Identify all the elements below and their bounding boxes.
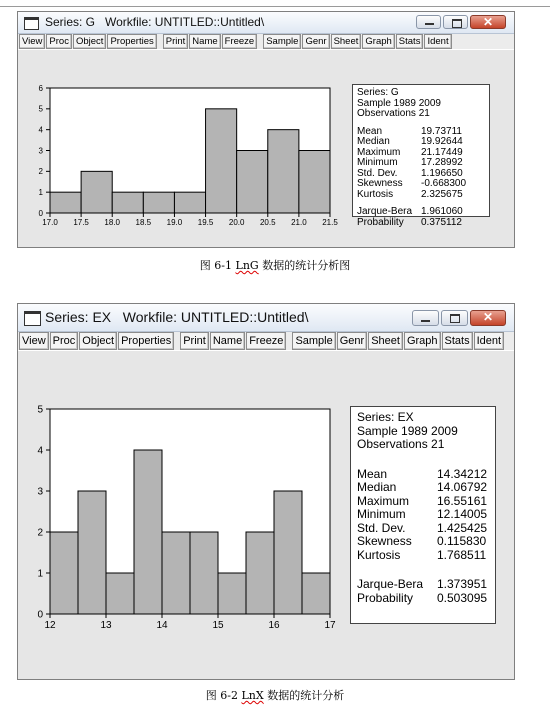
- stat-probability: Probability 0.503095: [357, 590, 488, 605]
- maximize-icon: [452, 19, 462, 28]
- stat-maximum: Maximum 16.55161: [357, 493, 488, 508]
- descriptive-stats-panel: [352, 84, 490, 228]
- y-tick-label: 2: [38, 167, 43, 177]
- figure-caption-2: 图 6-2 LnX 数据的统计分析: [205, 689, 345, 702]
- x-tick-label: 19.5: [197, 218, 214, 227]
- minimize-button[interactable]: [416, 15, 441, 29]
- x-tick-label: 20.5: [259, 218, 276, 227]
- ident-button[interactable]: Ident: [474, 332, 504, 350]
- window-controls: [410, 310, 506, 326]
- series-g-window: [17, 11, 515, 248]
- view-area: [18, 50, 514, 247]
- close-button[interactable]: [470, 15, 506, 29]
- histogram-bar: [106, 573, 134, 614]
- y-tick-label: 4: [37, 445, 43, 457]
- toolbar: [18, 34, 514, 49]
- figure-caption-1: 图 6-1 LnG 数据的统计分析图: [199, 259, 351, 272]
- series-ex-window: [17, 303, 515, 680]
- histogram-bar: [78, 491, 106, 614]
- x-tick-label: 18.5: [135, 218, 152, 227]
- title-bar[interactable]: [18, 304, 514, 332]
- histogram-bar: [143, 192, 174, 213]
- print-button[interactable]: Print: [163, 34, 189, 49]
- histogram-bar: [218, 573, 246, 614]
- y-tick-label: 6: [38, 83, 43, 93]
- histogram-bar: [50, 192, 81, 213]
- stats-sample: Sample 1989 2009: [357, 97, 441, 109]
- view-button[interactable]: View: [19, 332, 49, 350]
- window-controls: [414, 15, 506, 29]
- y-tick-label: 1: [38, 187, 43, 197]
- stat-skewness: Skewness -0.668300: [357, 178, 467, 189]
- maximize-button[interactable]: [441, 310, 468, 326]
- graph-button[interactable]: Graph: [362, 34, 394, 49]
- name-button[interactable]: Name: [189, 34, 220, 49]
- histogram-g: [18, 50, 354, 249]
- stats-button[interactable]: Stats: [442, 332, 473, 350]
- stats-sample: Sample 1989 2009: [357, 423, 458, 438]
- x-tick-label: 13: [100, 620, 112, 631]
- histogram-bar: [134, 450, 162, 614]
- histogram-bar: [112, 192, 143, 213]
- x-tick-label: 14: [156, 620, 168, 631]
- stat-minimum: Minimum 17.28992: [357, 157, 463, 168]
- stat-kurtosis: Kurtosis 2.325675: [357, 188, 463, 200]
- stat-jarque-bera: Jarque-Bera 1.961060: [357, 206, 463, 217]
- name-button[interactable]: Name: [210, 332, 245, 350]
- window-title: Series: EX Workfile: UNTITLED::Untitled\: [45, 309, 309, 325]
- stat-skewness: Skewness 0.115830: [357, 534, 487, 548]
- close-button[interactable]: [470, 310, 506, 326]
- stat-maximum: Maximum 21.17449: [357, 146, 463, 158]
- histogram-bar: [299, 151, 330, 214]
- stat-jarque-bera: Jarque-Bera 1.373951: [357, 577, 488, 591]
- histogram-bar: [81, 171, 112, 213]
- stats-series: Series: G: [357, 87, 399, 98]
- close-icon: ✕: [482, 310, 494, 324]
- ident-button[interactable]: Ident: [424, 34, 451, 49]
- proc-button[interactable]: Proc: [46, 34, 72, 49]
- sheet-button[interactable]: Sheet: [331, 34, 362, 49]
- y-tick-label: 2: [37, 527, 43, 539]
- stat-mean: Mean 19.73711: [357, 125, 462, 137]
- maximize-button[interactable]: [443, 15, 468, 29]
- histogram-bar: [162, 532, 190, 614]
- page-top-rule: [0, 6, 550, 7]
- histogram-ex: [18, 351, 354, 680]
- histogram-bar: [302, 573, 330, 614]
- y-tick-label: 3: [37, 486, 43, 498]
- freeze-button[interactable]: Freeze: [246, 332, 286, 350]
- minimize-icon: [425, 23, 434, 25]
- y-tick-label: 0: [37, 609, 43, 621]
- stat-mean: Mean 14.34212: [357, 466, 488, 481]
- window-title: Series: G Workfile: UNTITLED::Untitled\: [45, 15, 265, 29]
- x-tick-label: 17: [324, 620, 336, 631]
- sheet-button[interactable]: Sheet: [368, 332, 403, 350]
- print-button[interactable]: Print: [180, 332, 209, 350]
- minimize-button[interactable]: [412, 310, 439, 326]
- stat-kurtosis: Kurtosis 1.768511: [357, 547, 487, 562]
- histogram-bar: [246, 532, 274, 614]
- x-tick-label: 21.0: [291, 218, 307, 227]
- view-button[interactable]: View: [19, 34, 45, 49]
- minimize-icon: [421, 320, 430, 322]
- view-area: [18, 351, 514, 679]
- histogram-bar: [274, 491, 302, 614]
- stats-series: Series: EX: [357, 410, 414, 424]
- stat-median: Median 19.92644: [357, 136, 463, 147]
- stat-minimum: Minimum 12.14005: [357, 507, 488, 521]
- x-tick-label: 16: [268, 620, 280, 631]
- stat-probability: Probability 0.375112: [357, 216, 462, 228]
- toolbar: [18, 332, 514, 350]
- histogram-bar: [237, 151, 268, 214]
- x-tick-label: 17.5: [73, 218, 89, 227]
- x-tick-label: 17.0: [42, 218, 58, 227]
- histogram-bar: [50, 532, 78, 614]
- stats-button[interactable]: Stats: [396, 34, 424, 49]
- y-tick-label: 4: [38, 125, 43, 135]
- y-tick-label: 1: [37, 568, 43, 580]
- x-tick-label: 18.0: [104, 218, 121, 227]
- stat-std-dev: Std. Dev. 1.196650: [357, 167, 463, 179]
- object-button[interactable]: Object: [79, 332, 117, 350]
- sample-button[interactable]: Sample: [263, 34, 301, 49]
- window-icon: [24, 311, 41, 326]
- x-tick-label: 12: [44, 620, 56, 631]
- stats-observations: Observations 21: [357, 108, 430, 119]
- y-tick-label: 3: [38, 146, 43, 156]
- y-tick-label: 5: [38, 104, 43, 114]
- y-tick-label: 0: [38, 208, 43, 218]
- genr-button[interactable]: Genr: [337, 332, 367, 350]
- stats-observations: Observations 21: [357, 437, 445, 451]
- histogram-bar: [268, 130, 299, 213]
- descriptive-stats-panel: [350, 406, 496, 624]
- x-tick-label: 15: [212, 620, 224, 631]
- x-tick-label: 21.5: [322, 218, 338, 227]
- close-icon: ✕: [482, 15, 494, 29]
- proc-button[interactable]: Proc: [50, 332, 79, 350]
- histogram-bar: [190, 532, 218, 614]
- graph-button[interactable]: Graph: [404, 332, 441, 350]
- stat-std-dev: Std. Dev. 1.425425: [357, 520, 488, 535]
- properties-button[interactable]: Properties: [107, 34, 156, 49]
- y-tick-label: 5: [37, 404, 43, 416]
- maximize-icon: [450, 314, 460, 323]
- object-button[interactable]: Object: [73, 34, 106, 49]
- window-icon: [24, 17, 39, 30]
- x-tick-label: 20.0: [228, 218, 245, 227]
- stat-median: Median 14.06792: [357, 480, 488, 494]
- x-tick-label: 19.0: [166, 218, 183, 227]
- freeze-button[interactable]: Freeze: [222, 34, 258, 49]
- histogram-bar: [174, 192, 205, 213]
- title-bar[interactable]: [18, 12, 514, 34]
- histogram-bar: [206, 109, 237, 213]
- genr-button[interactable]: Genr: [302, 34, 329, 49]
- properties-button[interactable]: Properties: [118, 332, 174, 350]
- sample-button[interactable]: Sample: [292, 332, 335, 350]
